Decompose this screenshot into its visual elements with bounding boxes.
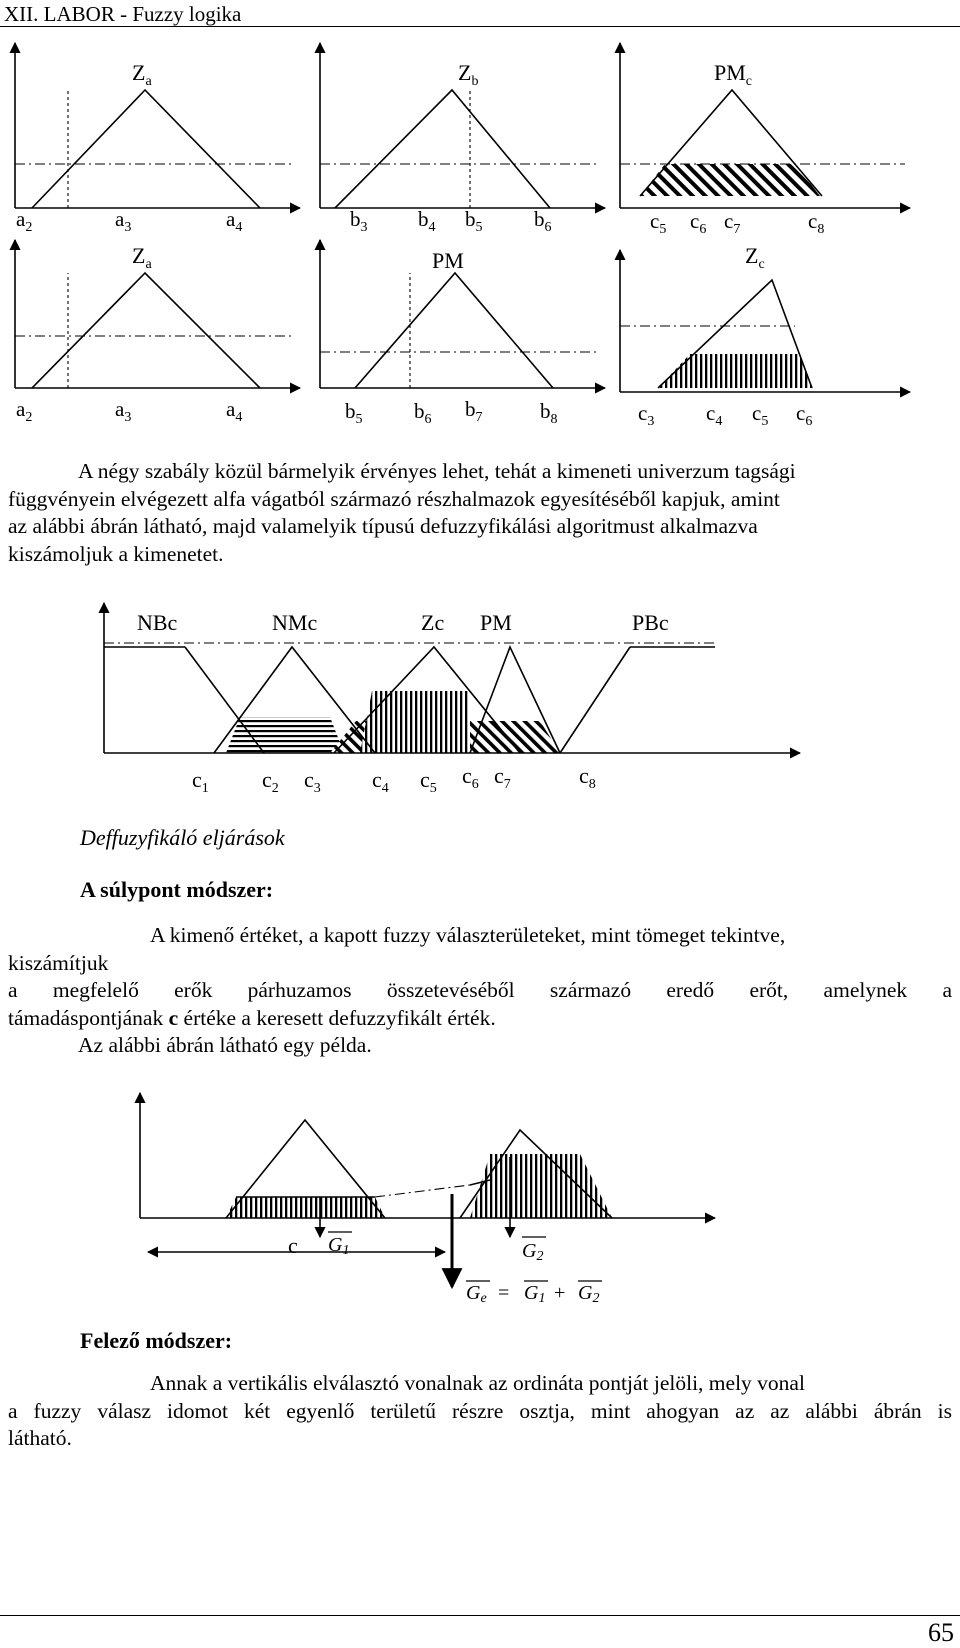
axis-label: $b_6$ [414, 399, 432, 427]
axis-label: $b_8$ [540, 399, 558, 427]
text-line: a megfelelő erők párhuzamos összetevéséből származó eredő erőt, amelynek a [8, 978, 952, 1002]
footer-rule [0, 1615, 960, 1616]
axis-label: $a_2$ [16, 207, 33, 235]
axis-label: $c_6$ [690, 209, 707, 237]
axis-label: $b_4$ [418, 207, 436, 235]
paragraph-centroid [8, 922, 952, 1060]
title-za-row2: $Z_a$ [132, 243, 152, 272]
axis-label: $c_6$ [462, 763, 479, 792]
title-zc: Zc [421, 610, 445, 635]
axis-label: $c_8$ [808, 209, 825, 237]
title-pm-row2: PM [432, 248, 464, 273]
text-line: függvényein elvégezett alfa vágatból származó részhalmazok egyesítéséből kapjuk, amint [8, 486, 780, 511]
label-g2-sum: G2 [578, 1282, 600, 1306]
axis-label: $b_7$ [465, 397, 483, 425]
section-heading-centroid: A súlypont módszer: [80, 877, 274, 902]
label-plus: + [554, 1282, 566, 1304]
label-c: c [288, 1233, 298, 1258]
axis-label: $a_4$ [226, 207, 243, 235]
title-zc-row2: $Z_c$ [745, 243, 765, 272]
axis-label: $c_2$ [262, 767, 279, 796]
axis-label: $b_5$ [345, 399, 363, 427]
title-pm: PM [480, 610, 512, 635]
header-rule [0, 26, 960, 27]
text-line: támadáspontjának c értéke a keresett defuzzyfikált érték. [8, 1005, 496, 1030]
axis-label: $c_3$ [304, 767, 321, 796]
text-line: kiszámoljuk a kimenetet. [8, 541, 224, 566]
axis-label: $c_1$ [192, 767, 209, 796]
rule-membership-diagram [0, 28, 960, 448]
axis-label: $c_6$ [796, 401, 813, 429]
axis-label: $c_7$ [494, 763, 511, 792]
text-line: kiszámítjuk [8, 950, 109, 975]
text-line: az alábbi ábrán látható, majd valamelyik típusú defuzzyfikálási algoritmust alkalmazva [8, 514, 758, 538]
text-line: Annak a vertikális elválasztó vonalnak az ordináta pontját jelöli, mely vonal [150, 1371, 805, 1395]
section-italic-title: Deffuzyfikáló eljárások [80, 825, 285, 850]
axis-label: $c_5$ [752, 401, 769, 429]
axis-label: $a_2$ [16, 397, 33, 425]
title-za-row1: $Z_a$ [132, 60, 152, 89]
label-g1-sum: G1 [524, 1282, 546, 1306]
axis-label: $b_3$ [350, 207, 368, 235]
text-line: látható. [8, 1426, 72, 1450]
text-line: A kimenő értéket, a kapott fuzzy választerületeket, mint tömeget tekintve, [150, 923, 786, 947]
aggregated-output-diagram [0, 595, 960, 810]
axis-label: $a_3$ [115, 207, 132, 235]
axis-label: $c_3$ [638, 401, 655, 429]
label-ge: Ge [466, 1282, 487, 1306]
title-nbc: NBc [137, 610, 178, 635]
title-pbc: PBc [632, 610, 669, 635]
label-g2: G2 [522, 1240, 544, 1264]
axis-label: $a_4$ [226, 397, 243, 425]
axis-label: $b_6$ [534, 207, 552, 235]
axis-label: $c_8$ [579, 763, 596, 792]
title-nmc: NMc [272, 610, 318, 635]
label-g1: G1 [328, 1234, 350, 1258]
running-header: XII. LABOR - Fuzzy logika [4, 2, 242, 26]
label-equals: = [498, 1282, 510, 1304]
page-number: 65 [928, 1618, 954, 1647]
axis-label: $c_5$ [650, 209, 667, 237]
centroid-example-diagram [0, 1085, 960, 1315]
section-heading-bisector: Felező módszer: [80, 1328, 233, 1353]
text-line: A négy szabály közül bármelyik érvényes lehet, tehát a kimeneti univerzum tagsági [78, 459, 796, 483]
axis-label: $b_5$ [465, 207, 483, 235]
title-zb-row1: $Z_b$ [458, 60, 479, 89]
axis-label: $c_7$ [724, 209, 741, 237]
title-pmc-row1: $PM_c$ [714, 60, 753, 89]
paragraph-union [8, 458, 952, 568]
axis-label: $c_5$ [420, 767, 437, 796]
axis-label: $c_4$ [372, 767, 389, 796]
axis-label: $c_4$ [706, 401, 723, 429]
text-line: a fuzzy válasz idomot két egyenlő területű részre osztja, mint ahogyan az az alábbi ábrán is [8, 1398, 952, 1423]
paragraph-bisector [8, 1370, 952, 1453]
text-line: Az alábbi ábrán látható egy példa. [78, 1033, 372, 1057]
axis-label: $a_3$ [115, 397, 132, 425]
